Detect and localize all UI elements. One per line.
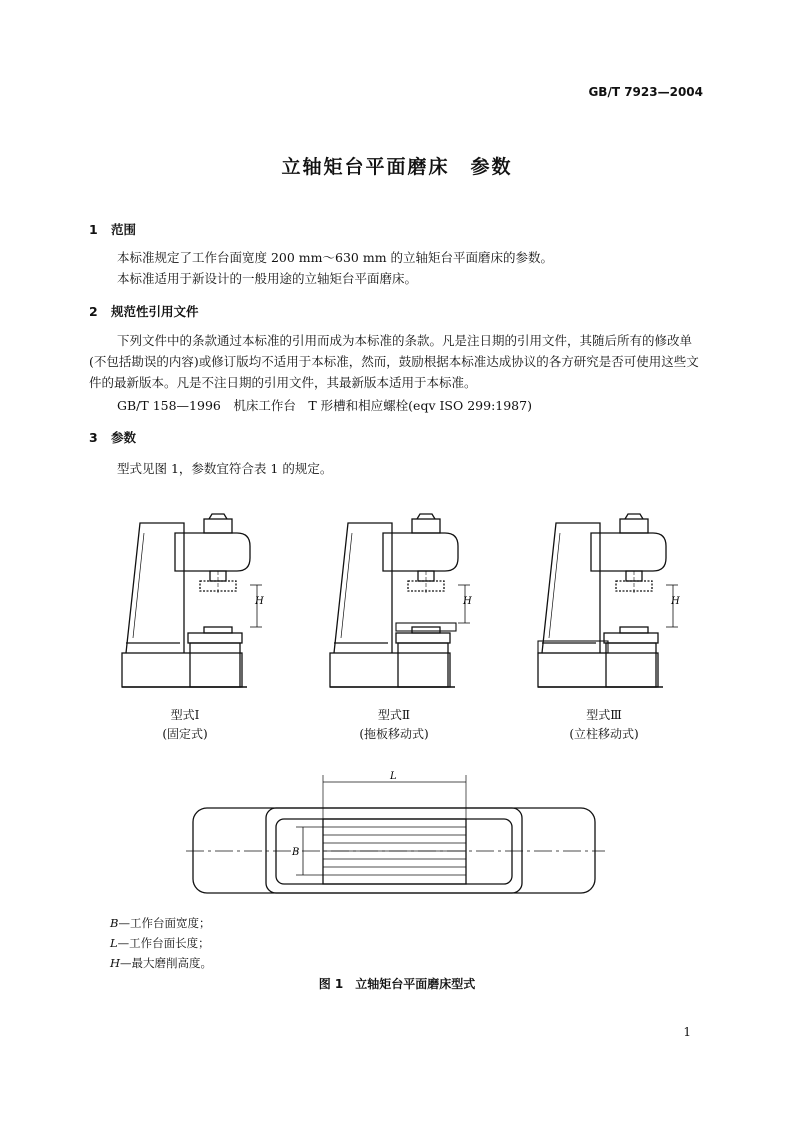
page-title: 立轴矩台平面磨床 参数	[281, 156, 513, 178]
dim-h-label-3: H	[671, 596, 680, 607]
legend-h: H—最大磨削高度。	[110, 956, 213, 970]
figure-legend	[110, 913, 212, 973]
section-2-para-1: 下列文件中的条款通过本标准的引用而成为本标准的条款。凡是注日期的引用文件，其随后所有的修改单(不包括勘误的内容)或修订版均不适用于本标准，然而，鼓励根据本标准达成协议的各方研究是否可使用这些文件的最新版本。凡是不注日期的引用文件，其最新版本适用于本标准。	[89, 333, 699, 390]
type-2-caption	[314, 706, 474, 744]
section-title: 规范性引用文件	[111, 304, 199, 319]
type-desc: (拖板移动式)	[359, 727, 429, 741]
section-number: 1	[89, 222, 98, 237]
section-2-para-2: GB/T 158—1996 机床工作台 T 形槽和相应螺栓(eqv ISO 299:1987)	[117, 398, 532, 413]
type-desc: (固定式)	[162, 727, 208, 741]
figure-caption: 图 1 立轴矩台平面磨床型式	[318, 977, 476, 991]
type-3-drawing	[538, 514, 678, 687]
legend-l: L—工作台面长度；	[110, 936, 210, 950]
type-3-caption	[524, 706, 684, 744]
dim-h-label-2: H	[463, 596, 472, 607]
standard-number: GB/T 7923—2004	[588, 85, 703, 99]
section-number: 2	[89, 304, 98, 319]
type-name: 型式Ⅰ	[170, 708, 200, 722]
legend-b: B—工作台面宽度；	[110, 916, 211, 930]
section-number: 3	[89, 430, 98, 445]
dim-b-label: B	[292, 847, 300, 858]
type-2-drawing	[330, 514, 470, 687]
section-3-para-1: 型式见图 1，参数宜符合表 1 的规定。	[117, 461, 333, 476]
dim-l-label: L	[390, 771, 397, 782]
page-number: 1	[683, 1025, 691, 1039]
type-name: 型式Ⅲ	[586, 708, 622, 722]
section-1-para-1: 本标准规定了工作台面宽度 200 mm～630 mm 的立轴矩台平面磨床的参数。	[117, 250, 554, 265]
plan-view-drawing	[186, 775, 605, 893]
dim-h-label-1: H	[255, 596, 264, 607]
section-1-para-2: 本标准适用于新设计的一般用途的立轴矩台平面磨床。	[117, 271, 418, 286]
type-1-caption	[105, 706, 265, 744]
section-title: 参数	[111, 430, 137, 445]
section-title: 范围	[111, 222, 137, 237]
type-name: 型式Ⅱ	[377, 708, 411, 722]
type-desc: (立柱移动式)	[569, 727, 639, 741]
type-1-drawing	[122, 514, 262, 687]
